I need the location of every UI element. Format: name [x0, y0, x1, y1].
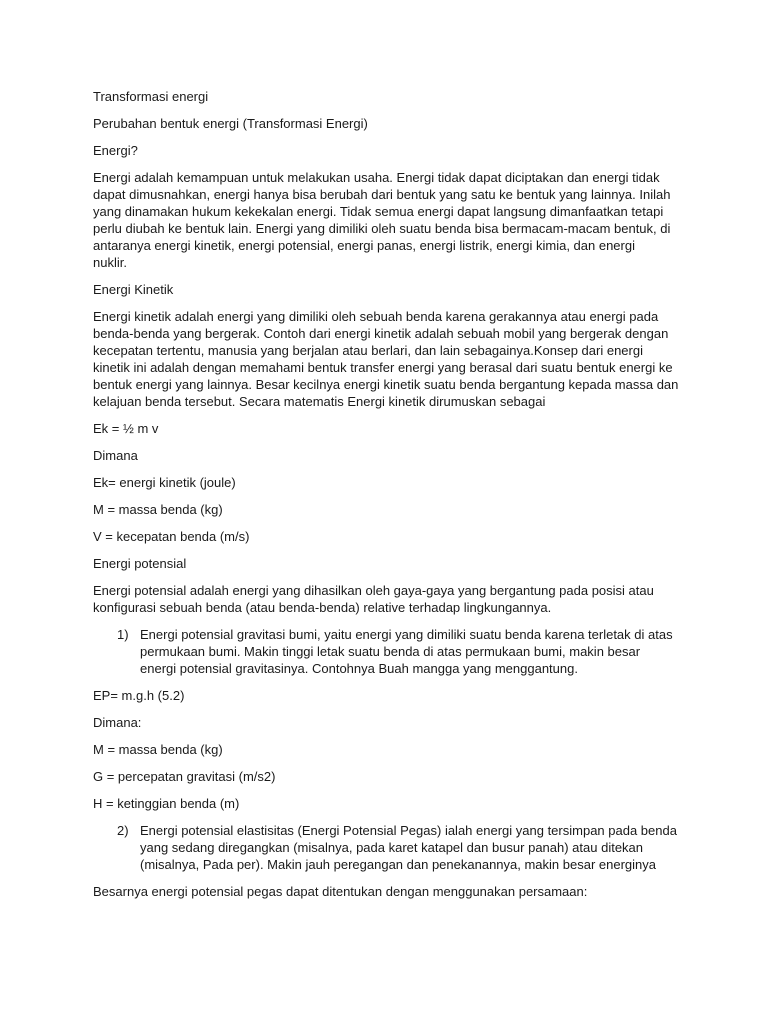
paragraph-line: kelajuan benda tersebut. Secara matematis Energi kinetik dirumuskan sebagai: [93, 394, 546, 409]
paragraph-line: yang dinamakan hukum kekekalan energi. Tidak semua energi dapat langsung dimanfaatkan tetapi: [93, 204, 664, 219]
kinetic-variable: M = massa benda (kg): [93, 502, 223, 517]
kinetic-where-label: Dimana: [93, 448, 138, 463]
potential-variable: H = ketinggian benda (m): [93, 796, 240, 811]
list-item-line: Energi potensial elastisitas (Energi Potensial Pegas) ialah energi yang tersimpan pada benda: [140, 823, 677, 838]
numbered-list-item: [93, 822, 677, 873]
paragraph-line: benda-benda yang bergerak. Contoh dari energi kinetik adalah sebuah mobil yang bergerak dengan: [93, 326, 669, 341]
potential-heading: Energi potensial: [93, 556, 187, 571]
paragraph-line: nuklir.: [93, 255, 127, 270]
paragraph-line: konfigurasi sebuah benda (atau benda-benda) relative terhadap lingkungannya.: [93, 600, 552, 615]
list-number: 2): [117, 823, 129, 838]
paragraph-line: Energi adalah kemampuan untuk melakukan usaha. Energi tidak dapat diciptakan dan energi tidak: [93, 170, 660, 185]
kinetic-heading: Energi Kinetik: [93, 282, 174, 297]
paragraph-line: kecepatan tertentu, manusia yang berjalan atau berlari, dan lain sebagainya.Konsep dari energi: [93, 343, 643, 358]
potential-variable: G = percepatan gravitasi (m/s2): [93, 769, 276, 784]
paragraph-line: Energi kinetik adalah energi yang dimiliki oleh sebuah benda karena gerakannya atau energi pada: [93, 309, 659, 324]
kinetic-paragraph: [93, 308, 679, 410]
question-heading: Energi?: [93, 143, 138, 158]
paragraph-line: perlu diubah ke bentuk lain. Energi yang dimiliki oleh suatu benda bisa bermacam-macam bentuk, di: [93, 221, 671, 236]
kinetic-variable: V = kecepatan benda (m/s): [93, 529, 250, 544]
list-item-line: Energi potensial gravitasi bumi, yaitu energi yang dimiliki suatu benda karena terletak di atas: [140, 627, 673, 642]
document-subtitle: Perubahan bentuk energi (Transformasi Energi): [93, 116, 368, 131]
closing-sentence: Besarnya energi potensial pegas dapat ditentukan dengan menggunakan persamaan:: [93, 884, 588, 899]
paragraph-line: Energi potensial adalah energi yang dihasilkan oleh gaya-gaya yang bergantung pada posisi atau: [93, 583, 654, 598]
paragraph-line: antaranya energi kinetik, energi potensial, energi panas, energi listrik, energi kimia, dan energi: [93, 238, 635, 253]
potential-paragraph: [93, 582, 658, 616]
kinetic-variable: Ek= energi kinetik (joule): [93, 475, 236, 490]
paragraph-line: bentuk energi yang lainnya. Besar kecilnya energi kinetik suatu benda bergantung kepada massa dan: [93, 377, 679, 392]
potential-variable: M = massa benda (kg): [93, 742, 223, 757]
numbered-list-item: [93, 626, 673, 677]
intro-paragraph: [93, 169, 671, 271]
paragraph-line: dapat dimusnahkan, energi hanya bisa berubah dari bentuk yang satu ke bentuk yang lainnya. Inilah: [93, 187, 671, 202]
list-item-line: yang sedang diregangkan (misalnya, pada karet katapel dan busur panah) atau ditekan: [140, 840, 644, 855]
list-item-line: (misalnya, Pada per). Makin jauh peregangan dan penekanannya, makin besar energinya: [140, 857, 656, 872]
kinetic-formula: Ek = ½ m v: [93, 421, 159, 436]
document-title: Transformasi energi: [93, 89, 209, 104]
potential-where-label: Dimana:: [93, 715, 142, 730]
paragraph-line: kinetik ini adalah dengan memahami bentuk transfer energi yang berasal dari suatu bentuk energi ke: [93, 360, 673, 375]
list-item-line: energi potensial gravitasinya. Contohnya Buah mangga yang menggantung.: [140, 661, 578, 676]
list-item-line: permukaan bumi. Makin tinggi letak suatu benda di atas permukaan bumi, makin besar: [140, 644, 641, 659]
list-number: 1): [117, 627, 129, 642]
potential-formula: EP= m.g.h (5.2): [93, 688, 185, 703]
